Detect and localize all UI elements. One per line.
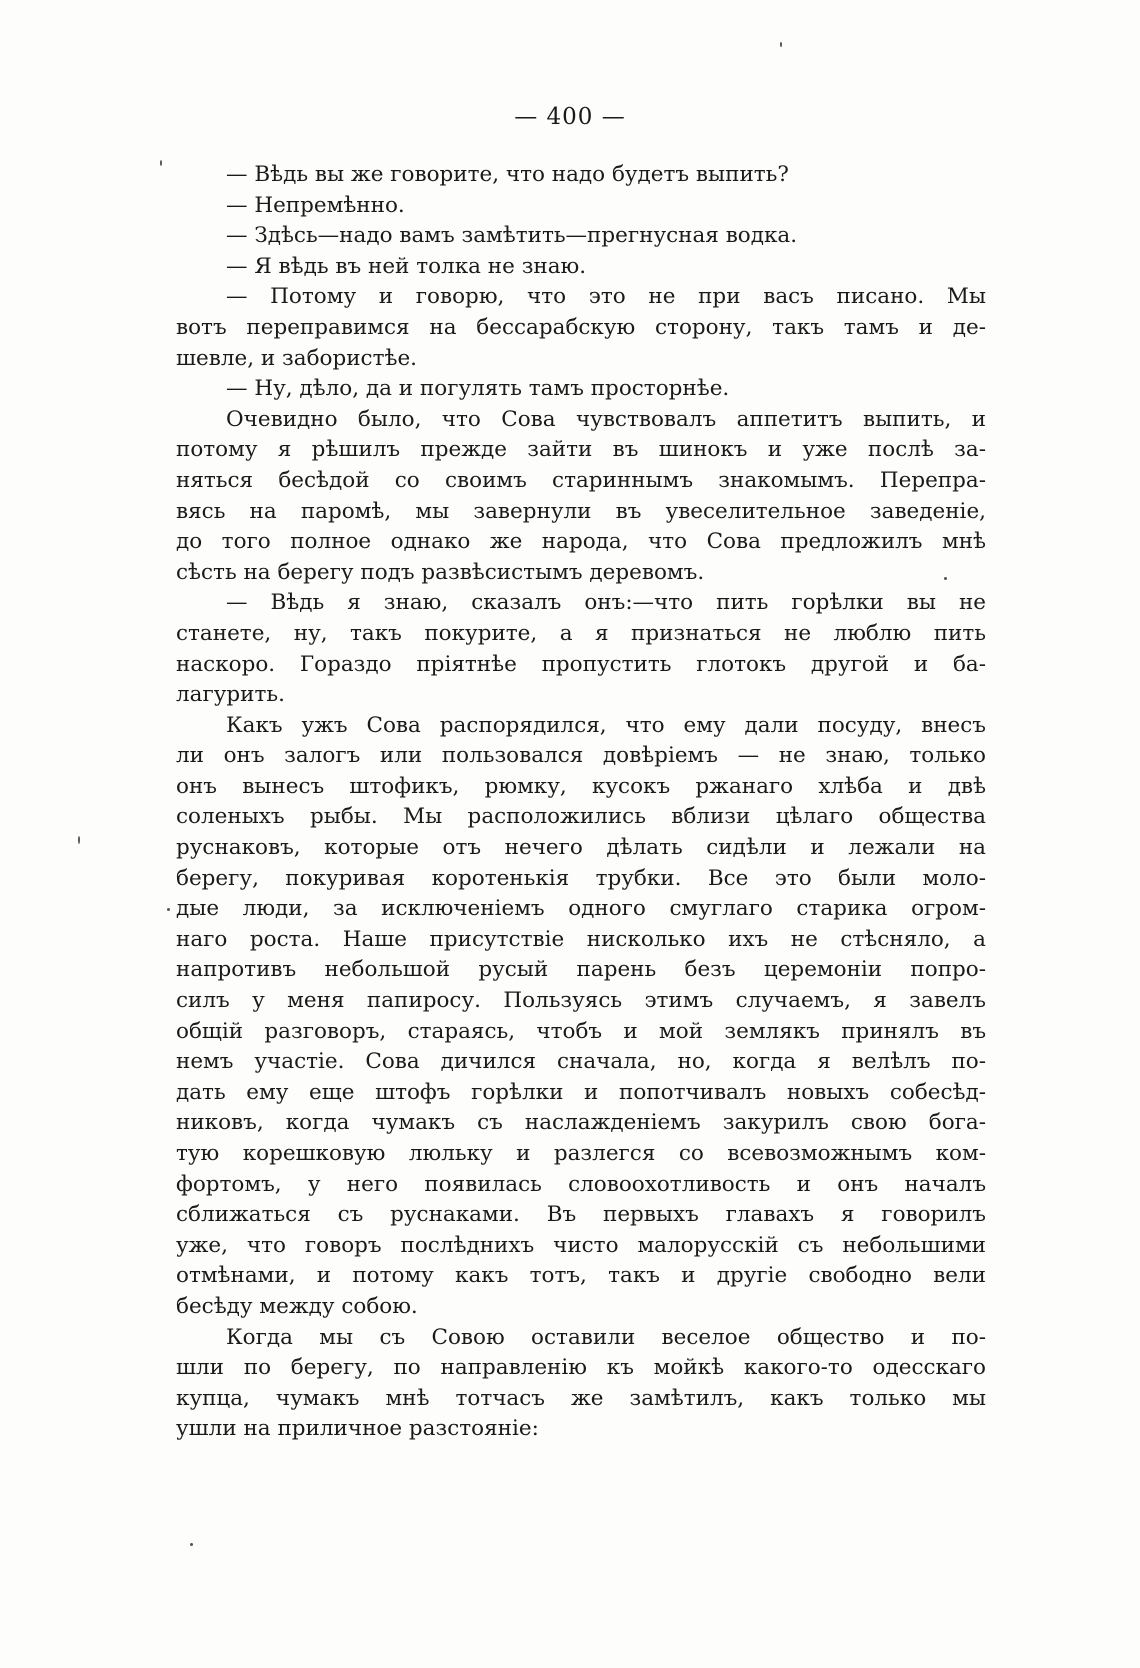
text-line: — Непремѣнно.	[226, 192, 405, 218]
text-line: напротивъ небольшой русый парень безъ церемоніи попро-	[176, 957, 986, 983]
text-line: ли онъ залогъ или пользовался довѣріемъ — не знаю, только	[176, 743, 986, 769]
text-line: тую корешковую люльку и разлегся со всевозможнымъ ком-	[176, 1141, 986, 1166]
text-body	[176, 160, 986, 1445]
text-line: шевле, и забористѣе.	[176, 345, 418, 371]
text-line: — Я вѣдь въ ней толка не знаю.	[226, 253, 587, 279]
text-line: ушли на приличное разстояніе:	[176, 1416, 539, 1442]
text-line: — Вѣдь вы же говорите, что надо будетъ выпить?	[226, 162, 789, 187]
text-line: станете, ну, такъ покурите, а я признаться не люблю пить	[176, 620, 986, 646]
text-line: Когда мы съ Совою оставили веселое общество и по-	[226, 1324, 986, 1350]
page-number: — 400 —	[514, 104, 626, 130]
text-line: сѣсть на берегу подъ развѣсистымъ деревомъ.	[176, 559, 705, 585]
text-line: уже, что говоръ послѣднихъ чисто малорусскій съ небольшими	[176, 1232, 986, 1258]
text-line: наго роста. Наше присутствіе нисколько ихъ не стѣсняло, а	[176, 926, 986, 952]
text-line: наскоро. Гораздо пріятнѣе пропустить глотокъ другой и ба-	[176, 651, 986, 677]
text-line: сближаться съ руснаками. Въ первыхъ главахъ я говорилъ	[176, 1202, 986, 1228]
scan-speck	[944, 577, 947, 580]
text-line: руснаковъ, которые отъ нечего дѣлать сидѣли и лежали на	[176, 835, 986, 861]
text-line: — Вѣдь я знаю, сказалъ онъ:—что пить горѣлки вы не	[226, 590, 986, 616]
scan-speck	[167, 908, 170, 911]
text-line: общій разговоръ, стараясь, чтобъ и мой землякъ принялъ въ	[176, 1018, 986, 1044]
text-line: соленыхъ рыбы. Мы расположились вблизи цѣлаго общества	[176, 804, 986, 830]
text-line: фортомъ, у него появилась словоохотливость и онъ началъ	[176, 1171, 986, 1197]
text-line: — Ну, дѣло, да и погулять тамъ просторнѣе.	[226, 376, 730, 402]
scan-speck	[160, 160, 162, 166]
text-line: вотъ переправимся на бессарабскую сторону, такъ тамъ и де-	[176, 314, 986, 340]
text-line: до того полное однако же народа, что Сова предложилъ мнѣ	[176, 529, 986, 555]
text-line: силъ у меня папиросу. Пользуясь этимъ случаемъ, я завелъ	[176, 988, 986, 1014]
scan-speck	[190, 1543, 193, 1546]
text-line: — Здѣсь—надо вамъ замѣтить—прегнусная водка.	[226, 223, 798, 249]
text-line: немъ участіе. Сова дичился сначала, но, когда я велѣлъ по-	[176, 1049, 986, 1075]
text-line: отмѣнами, и потому какъ тотъ, такъ и другіе свободно вели	[176, 1263, 986, 1289]
text-line: берегу, покуривая коротенькія трубки. Все это были моло-	[176, 865, 986, 891]
text-line: Какъ ужъ Сова распорядился, что ему дали посуду, внесъ	[226, 712, 986, 738]
text-line: онъ вынесъ штофикъ, рюмку, кусокъ ржанаго хлѣба и двѣ	[176, 773, 986, 799]
scan-speck	[78, 836, 80, 844]
text-line: — Потому и говорю, что это не при васъ писано. Мы	[226, 284, 986, 310]
text-line: шли по берегу, по направленію къ мойкѣ какого-то одесскаго	[176, 1355, 986, 1381]
text-line: вясь на паромѣ, мы завернули въ увеселительное заведеніе,	[176, 498, 986, 524]
scan-speck	[780, 42, 782, 47]
text-line: Очевидно было, что Сова чувствовалъ аппетитъ выпить, и	[226, 406, 986, 432]
text-line: дать ему еще штофъ горѣлки и попотчивалъ новыхъ собесѣд-	[176, 1079, 986, 1105]
text-line: дые люди, за исключеніемъ одного смуглаго старика огром-	[176, 896, 986, 922]
text-line: лагурить.	[176, 682, 285, 708]
text-line: няться бесѣдой со своимъ стариннымъ знакомымъ. Перепра-	[176, 467, 986, 493]
text-line: купца, чумакъ мнѣ тотчасъ же замѣтилъ, какъ только мы	[176, 1385, 986, 1411]
text-line: бесѣду между собою.	[176, 1293, 418, 1319]
text-line: потому я рѣшилъ прежде зайти въ шинокъ и уже послѣ за-	[176, 437, 986, 463]
text-line: никовъ, когда чумакъ съ наслажденіемъ закурилъ свою бога-	[176, 1110, 986, 1136]
